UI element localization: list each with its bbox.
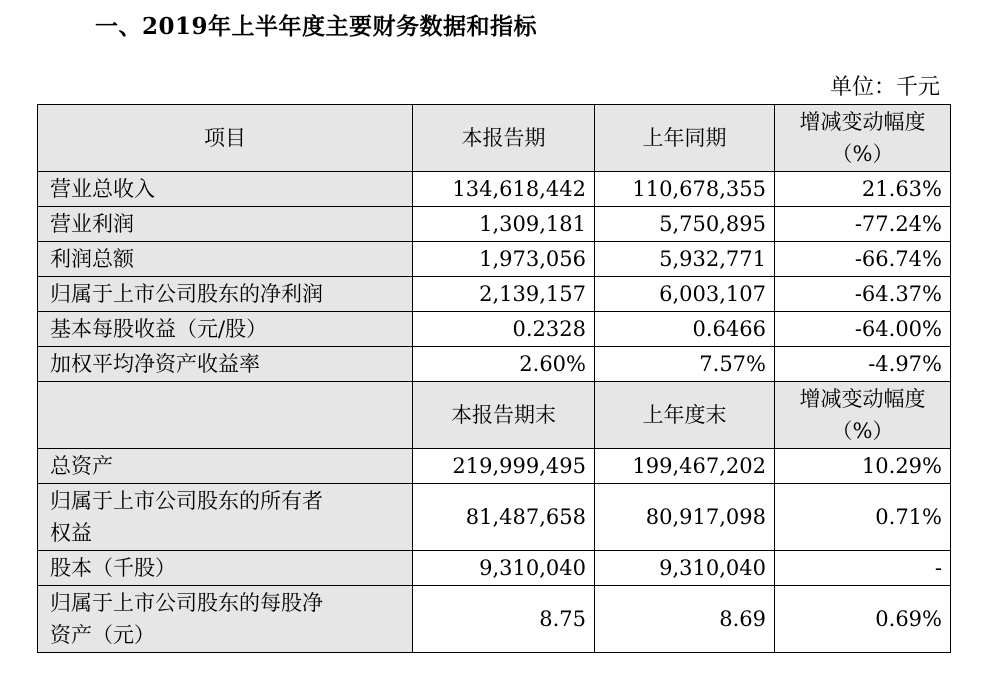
row-label: 营业总收入 — [38, 172, 413, 207]
row-label: 利润总额 — [38, 242, 413, 277]
cell-prior: 5,932,771 — [595, 242, 775, 277]
row-label: 基本每股收益（元/股） — [38, 312, 413, 347]
row-label-line1: 归属于上市公司股东的所有者 — [50, 489, 323, 513]
table-row — [38, 586, 951, 653]
cell-change: -64.37% — [775, 277, 951, 312]
header-item: 项目 — [38, 105, 413, 172]
unit-label: 单位：千元 — [829, 75, 940, 100]
cell-prior: 110,678,355 — [595, 172, 775, 207]
cell-current: 1,309,181 — [413, 207, 595, 242]
row-label: 加权平均净资产收益率 — [38, 347, 413, 382]
row-label: 营业利润 — [38, 207, 413, 242]
row-label — [38, 586, 413, 653]
cell-prior: 9,310,040 — [595, 551, 775, 586]
cell-current: 81,487,658 — [413, 484, 595, 551]
cell-change: -64.00% — [775, 312, 951, 347]
row-label: 总资产 — [38, 449, 413, 484]
cell-current: 9,310,040 — [413, 551, 595, 586]
header-change-line2: （%） — [831, 419, 894, 443]
table-row — [38, 312, 951, 347]
cell-change: - — [775, 551, 951, 586]
cell-prior: 7.57% — [595, 347, 775, 382]
table-row — [38, 172, 951, 207]
cell-current: 1,973,056 — [413, 242, 595, 277]
cell-change: 21.63% — [775, 172, 951, 207]
cell-prior: 80,917,098 — [595, 484, 775, 551]
table-row — [38, 551, 951, 586]
row-label: 归属于上市公司股东的净利润 — [38, 277, 413, 312]
header-period-end: 本报告期末 — [413, 382, 595, 449]
table-row — [38, 277, 951, 312]
row-label — [38, 484, 413, 551]
financial-data-table — [37, 104, 951, 653]
table-row — [38, 242, 951, 277]
cell-change: -66.74% — [775, 242, 951, 277]
cell-prior: 5,750,895 — [595, 207, 775, 242]
cell-prior: 0.6466 — [595, 312, 775, 347]
header-change-line2: （%） — [831, 142, 894, 166]
cell-current: 2,139,157 — [413, 277, 595, 312]
cell-change: 0.69% — [775, 586, 951, 653]
cell-current: 8.75 — [413, 586, 595, 653]
cell-prior: 8.69 — [595, 586, 775, 653]
section-heading: 一、2019年上半年度主要财务数据和指标 — [95, 13, 538, 40]
header-current-period: 本报告期 — [413, 105, 595, 172]
table1-header-row — [38, 105, 951, 172]
header-change-line1: 增减变动幅度 — [799, 110, 926, 134]
row-label-line2: 资产（元） — [50, 623, 155, 647]
cell-current: 219,999,495 — [413, 449, 595, 484]
table-row — [38, 484, 951, 551]
header-change-pct-2 — [775, 382, 951, 449]
header-prior-period: 上年同期 — [595, 105, 775, 172]
row-label-line2: 权益 — [50, 521, 92, 545]
header-item-blank — [38, 382, 413, 449]
cell-current: 0.2328 — [413, 312, 595, 347]
header-change-pct — [775, 105, 951, 172]
row-label: 股本（千股） — [38, 551, 413, 586]
cell-change: -77.24% — [775, 207, 951, 242]
table2-header-row — [38, 382, 951, 449]
row-label-line1: 归属于上市公司股东的每股净 — [50, 591, 323, 615]
header-prior-year-end: 上年度末 — [595, 382, 775, 449]
cell-change: -4.97% — [775, 347, 951, 382]
header-change-line1: 增减变动幅度 — [799, 387, 926, 411]
cell-prior: 199,467,202 — [595, 449, 775, 484]
table-row — [38, 449, 951, 484]
table-row — [38, 207, 951, 242]
table-row — [38, 347, 951, 382]
cell-prior: 6,003,107 — [595, 277, 775, 312]
cell-current: 2.60% — [413, 347, 595, 382]
cell-change: 10.29% — [775, 449, 951, 484]
cell-change: 0.71% — [775, 484, 951, 551]
cell-current: 134,618,442 — [413, 172, 595, 207]
